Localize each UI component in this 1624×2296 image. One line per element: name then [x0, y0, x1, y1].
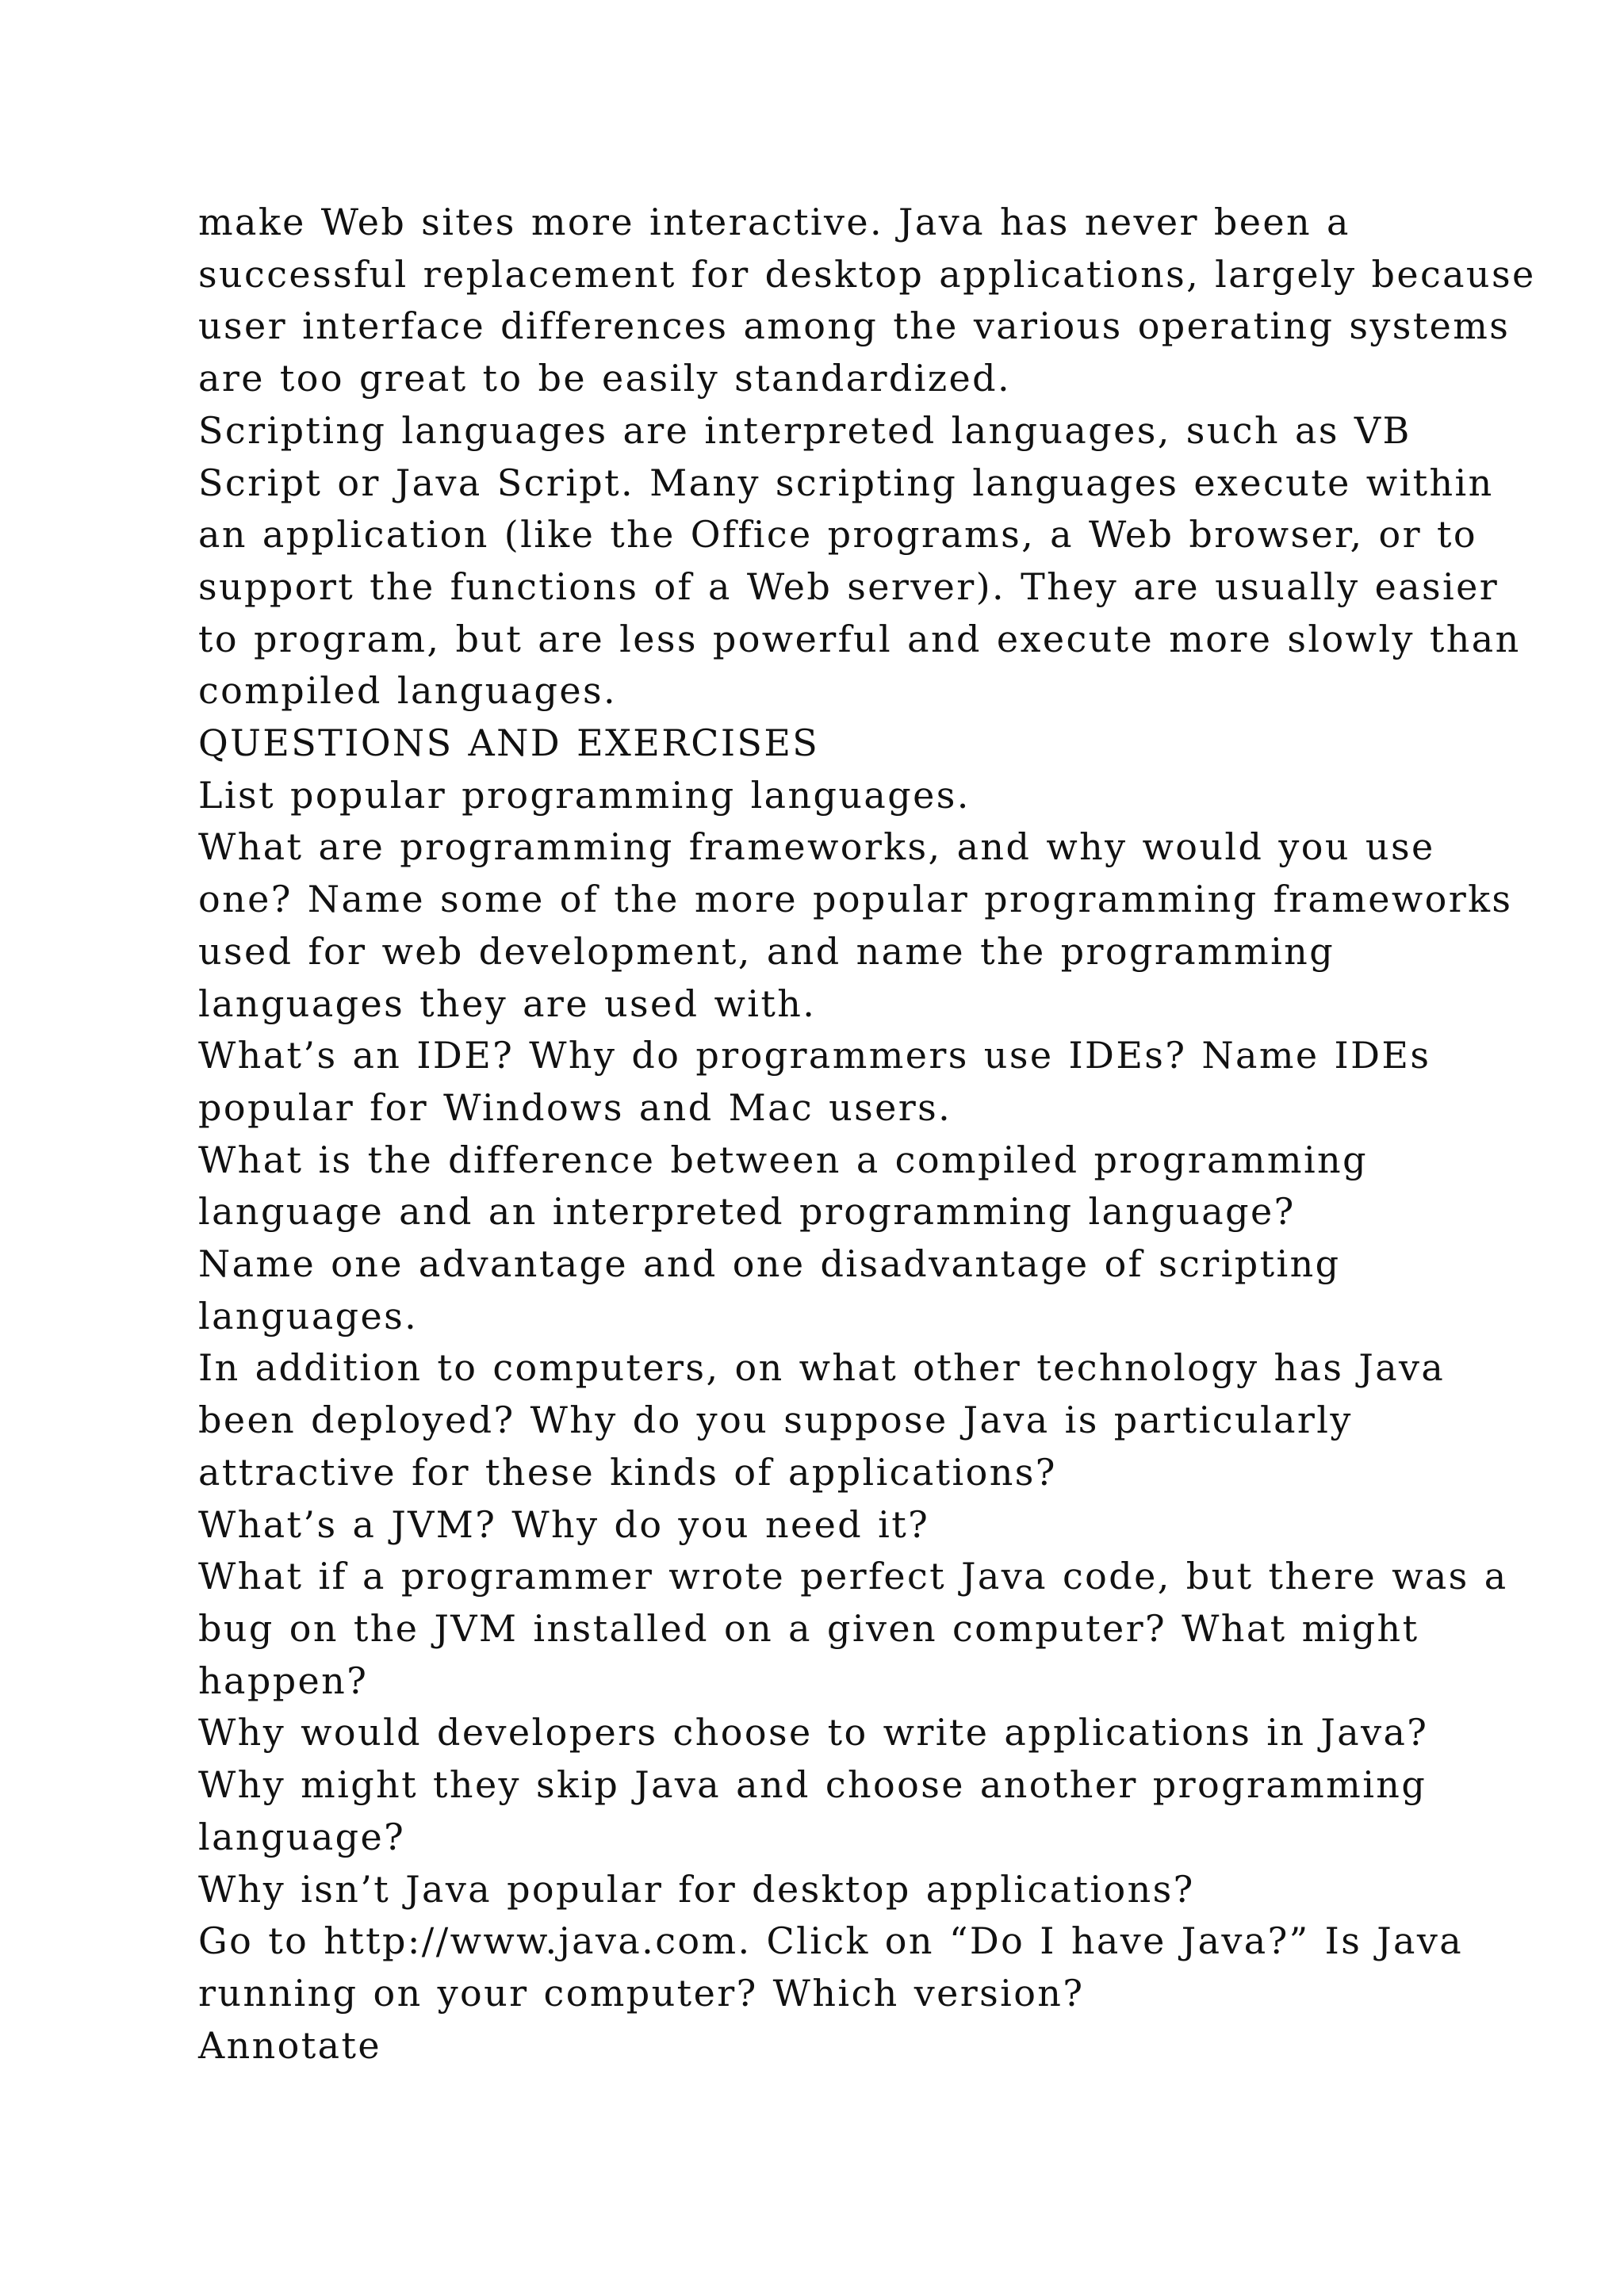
question-line: Name one advantage and one disadvantage of scripting: [198, 1242, 1341, 1286]
question-line: popular for Windows and Mac users.: [198, 1085, 952, 1129]
text-line: compiled languages.: [198, 669, 617, 713]
question-line: used for web development, and name the programming: [198, 929, 1335, 973]
text-line: Scripting languages are interpreted languages, such as VB: [198, 408, 1411, 452]
question-line: attractive for these kinds of applications?: [198, 1450, 1057, 1494]
text-line: support the functions of a Web server). They are usually easier: [198, 564, 1500, 608]
question-line: running on your computer? Which version?: [198, 1971, 1085, 2015]
text-line: are too great to be easily standardized.: [198, 357, 1012, 400]
question-line: What’s a JVM? Why do you need it?: [198, 1502, 930, 1546]
question-line: languages they are used with.: [198, 982, 817, 1025]
question-line: Why isn’t Java popular for desktop applications?: [198, 1867, 1195, 1911]
question-line: What’s an IDE? Why do programmers use IDEs? Name IDEs: [198, 1034, 1431, 1077]
question-line: What if a programmer wrote perfect Java code, but there was a: [198, 1555, 1508, 1598]
question-line: List popular programming languages.: [198, 773, 971, 817]
question-line: In addition to computers, on what other technology has Java: [198, 1346, 1446, 1390]
question-line: bug on the JVM installed on a given computer? What might: [198, 1606, 1419, 1650]
question-line: been deployed? Why do you suppose Java is particularly: [198, 1399, 1353, 1442]
question-line: language?: [198, 1815, 406, 1858]
text-line: Script or Java Script. Many scripting languages execute within: [198, 461, 1494, 504]
question-line: What are programming frameworks, and why would you use: [198, 825, 1435, 869]
text-line: an application (like the Office programs, a Web browser, or to: [198, 513, 1477, 557]
text-line: to program, but are less powerful and execute more slowly than: [198, 617, 1521, 660]
question-line: happen?: [198, 1659, 369, 1702]
text-line: make Web sites more interactive. Java has never been a: [198, 201, 1350, 243]
question-line: languages.: [198, 1294, 419, 1337]
section-heading: QUESTIONS AND EXERCISES: [198, 721, 820, 765]
question-line: What is the difference between a compiled programming: [198, 1138, 1368, 1181]
text-line: user interface differences among the various operating systems: [198, 304, 1511, 348]
question-line: language and an interpreted programming language?: [198, 1190, 1296, 1234]
question-line: Why would developers choose to write applications in Java?: [198, 1711, 1429, 1755]
question-line: Go to http://www.java.com. Click on “Do I have Java?” Is Java: [198, 1919, 1464, 1963]
question-line: Why might they skip Java and choose another programming: [198, 1763, 1427, 1807]
document-page: [198, 197, 1536, 2072]
text-line: successful replacement for desktop applications, largely because: [198, 252, 1536, 296]
annotate-label: Annotate: [198, 2023, 381, 2067]
question-line: one? Name some of the more popular programming frameworks: [198, 878, 1513, 921]
